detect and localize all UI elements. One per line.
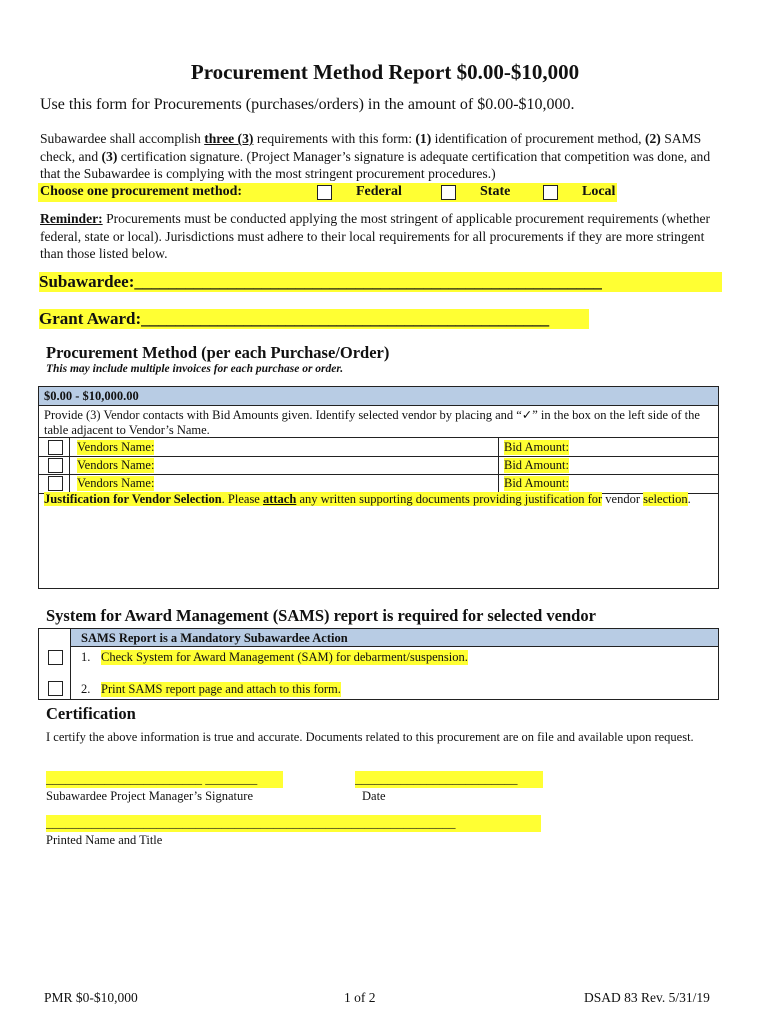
method-choice-label: Choose one procurement method: <box>40 184 243 199</box>
vendor-2-name-label: Vendors Name: <box>77 458 155 472</box>
printed-name-line[interactable]: _______________________________________________________________ <box>46 815 541 832</box>
procurement-note: This may include multiple invoices for each purchase or order. <box>46 363 344 375</box>
vendor-3-name-label: Vendors Name: <box>77 476 155 490</box>
certification-text: I certify the above information is true and accurate. Documents related to this procurement are on file and available upon request. <box>46 730 694 744</box>
vendor-3-bid-label: Bid Amount: <box>504 476 569 490</box>
sams-item-1-text: Check System for Award Management (SAM) for debarment/suspension. <box>101 650 468 664</box>
date-label: Date <box>362 789 386 803</box>
signature-line[interactable]: ________________________ ________ <box>46 771 283 788</box>
range-header-text: $0.00 - $10,000.00 <box>44 389 139 403</box>
sams-table-header <box>71 629 718 647</box>
sams-item-2-text: Print SAMS report page and attach to this form. <box>101 682 341 696</box>
footer-page-number: 1 of 2 <box>344 990 376 1005</box>
reminder-paragraph: Reminder: Procurements must be conducted applying the most stringent of applicable procurement requirements (whether federal, state or local). Jurisdictions must adhere to their local requirements for all procurements if they are more stringent than those listed below. <box>40 211 711 261</box>
footer-revision: DSAD 83 Rev. 5/31/19 <box>584 990 710 1005</box>
signature-label: Subawardee Project Manager’s Signature <box>46 789 253 803</box>
vendor-2-bid-label: Bid Amount: <box>504 458 569 472</box>
vendor-rows <box>39 437 718 494</box>
federal-label: Federal <box>356 184 402 199</box>
vendor-3-checkbox[interactable] <box>48 476 63 491</box>
sams-check-2-checkbox[interactable] <box>48 681 63 696</box>
intro-paragraph: Subawardee shall accomplish three (3) requirements with this form: (1) identification of procurement method, (2) SAMS check, and (3) certification signature. (Project Manager’s signature is adequate certification that competition was done, and that the Subawardee is complying with the most stringent procurement procedures.) <box>40 131 711 181</box>
sams-table-header-text: SAMS Report is a Mandatory Subawardee Action <box>81 631 348 645</box>
state-checkbox[interactable] <box>441 185 456 200</box>
sams-check-1-checkbox[interactable] <box>48 650 63 665</box>
local-label: Local <box>582 184 616 199</box>
procurement-heading: Procurement Method (per each Purchase/Order) <box>46 343 390 362</box>
range-header <box>39 387 718 406</box>
page-subtitle: Use this form for Procurements (purchases/orders) in the amount of $0.00-$10,000. <box>40 96 575 113</box>
sams-item-1-number: 1. <box>81 650 91 664</box>
federal-checkbox[interactable] <box>317 185 332 200</box>
sams-table <box>38 628 719 700</box>
vendor-1-name-label: Vendors Name: <box>77 440 155 454</box>
local-checkbox[interactable] <box>543 185 558 200</box>
state-label: State <box>480 184 511 199</box>
sams-heading: System for Award Management (SAMS) report is required for selected vendor <box>46 606 596 625</box>
grant-award-field[interactable]: Grant Award:________________________________________________ <box>39 309 589 329</box>
vendor-1-bid-label: Bid Amount: <box>504 440 569 454</box>
certification-heading: Certification <box>46 704 136 723</box>
sams-item-2-number: 2. <box>81 682 91 696</box>
procurement-table <box>38 386 719 589</box>
vendor-instructions: Provide (3) Vendor contacts with Bid Amounts given. Identify selected vendor by placing and “✓” in the box on the left side of the table adjacent to Vendor’s Name. <box>44 408 700 437</box>
subawardee-field[interactable]: Subawardee:_______________________________________________________ <box>39 272 722 292</box>
footer-form-id: PMR $0-$10,000 <box>44 990 138 1005</box>
date-line[interactable]: _________________________ <box>355 771 543 788</box>
printed-name-label: Printed Name and Title <box>46 833 163 847</box>
method-choice-row <box>38 183 617 202</box>
justification-text[interactable]: Justification for Vendor Selection. Please attach any written supporting documents providing justification for vendor selection. <box>44 492 691 506</box>
vendor-1-checkbox[interactable] <box>48 440 63 455</box>
vendor-2-checkbox[interactable] <box>48 458 63 473</box>
page-title: Procurement Method Report $0.00-$10,000 <box>190 60 580 84</box>
